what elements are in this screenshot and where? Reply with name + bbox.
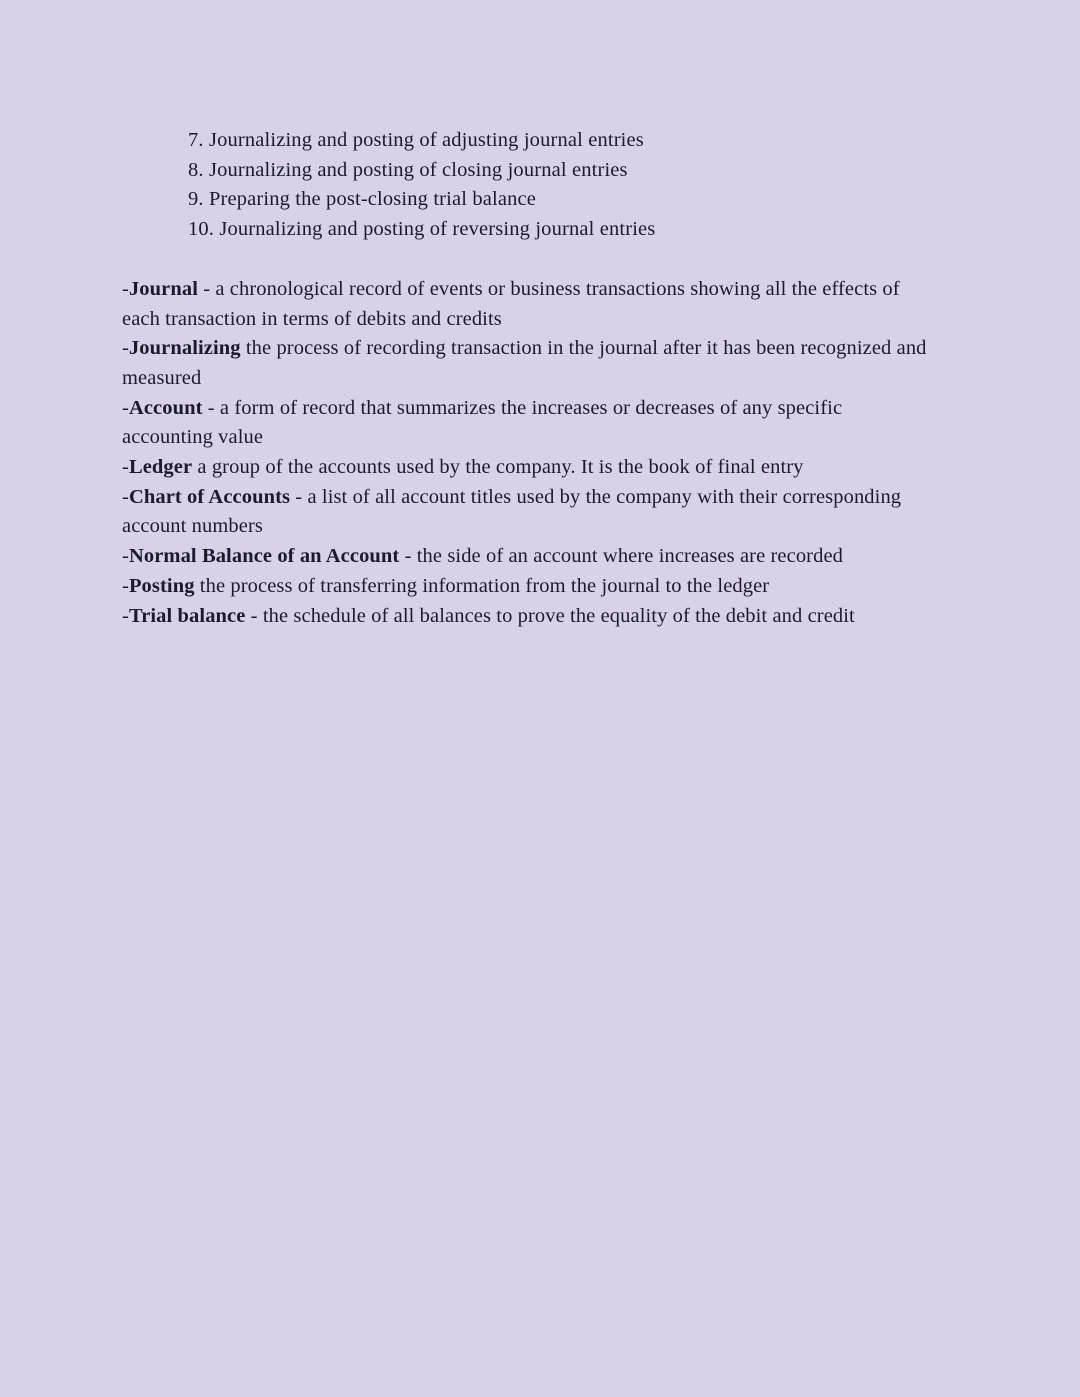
definition-body: a group of the accounts used by the company. It is the book of final entry [197,456,804,479]
definition-lead-dash: - [122,485,129,508]
definition-body: a form of record that summarizes the increases or decreases of any specific accounting value [122,396,843,449]
definition-entry [122,483,928,542]
document-content [122,126,934,631]
definition-lead-dash: - [122,337,129,360]
definition-term: Chart of Accounts [128,485,291,508]
definition-term: Journalizing [128,337,241,360]
accounting-cycle-steps-list [188,126,934,245]
definition-term: Normal Balance of an Account [128,545,400,568]
definition-term: Posting [128,574,195,597]
definition-entry [122,334,928,393]
definition-lead-dash: - [122,574,129,597]
definition-term: Ledger [128,456,193,479]
list-item: 7. Journalizing and posting of adjusting journal entries [188,129,644,151]
definition-term: Trial balance [128,604,246,627]
definition-separator: - [202,396,220,419]
list-item: 10. Journalizing and posting of reversing journal entries [188,218,656,241]
definition-separator: - [197,277,216,300]
definition-body: the process of transferring information from the journal to the ledger [199,574,770,597]
list-item: 8. Journalizing and posting of closing journal entries [188,158,628,181]
definition-body: the process of recording transaction in the journal after it has been recognized and measured [122,337,927,389]
definition-body: the side of an account where increases are recorded [416,545,844,568]
definition-entry [122,602,928,632]
definition-separator: - [245,604,263,627]
definition-lead-dash: - [122,456,129,479]
definition-lead-dash: - [122,545,129,568]
definition-term: Account [128,396,203,419]
definition-body: a list of all account titles used by the company with their corresponding account numbers [122,485,902,538]
definition-lead-dash: - [122,277,129,300]
definition-entry [122,394,928,453]
definitions-block [122,275,928,631]
definition-body: a chronological record of events or business transactions showing all the effects of each transaction in terms of debits and credits [122,277,900,330]
definition-lead-dash: - [122,396,129,419]
definition-entry [122,572,928,602]
definition-entry [122,275,928,334]
definition-entry [122,453,928,483]
definition-separator: - [399,545,417,568]
definition-term: Journal [128,277,198,300]
list-item: 9. Preparing the post-closing trial balance [188,188,537,211]
definition-lead-dash: - [122,604,129,627]
section-spacer [122,245,934,275]
definition-entry [122,542,928,572]
definition-body: the schedule of all balances to prove the equality of the debit and credit [262,604,855,627]
definition-separator: - [290,485,308,508]
